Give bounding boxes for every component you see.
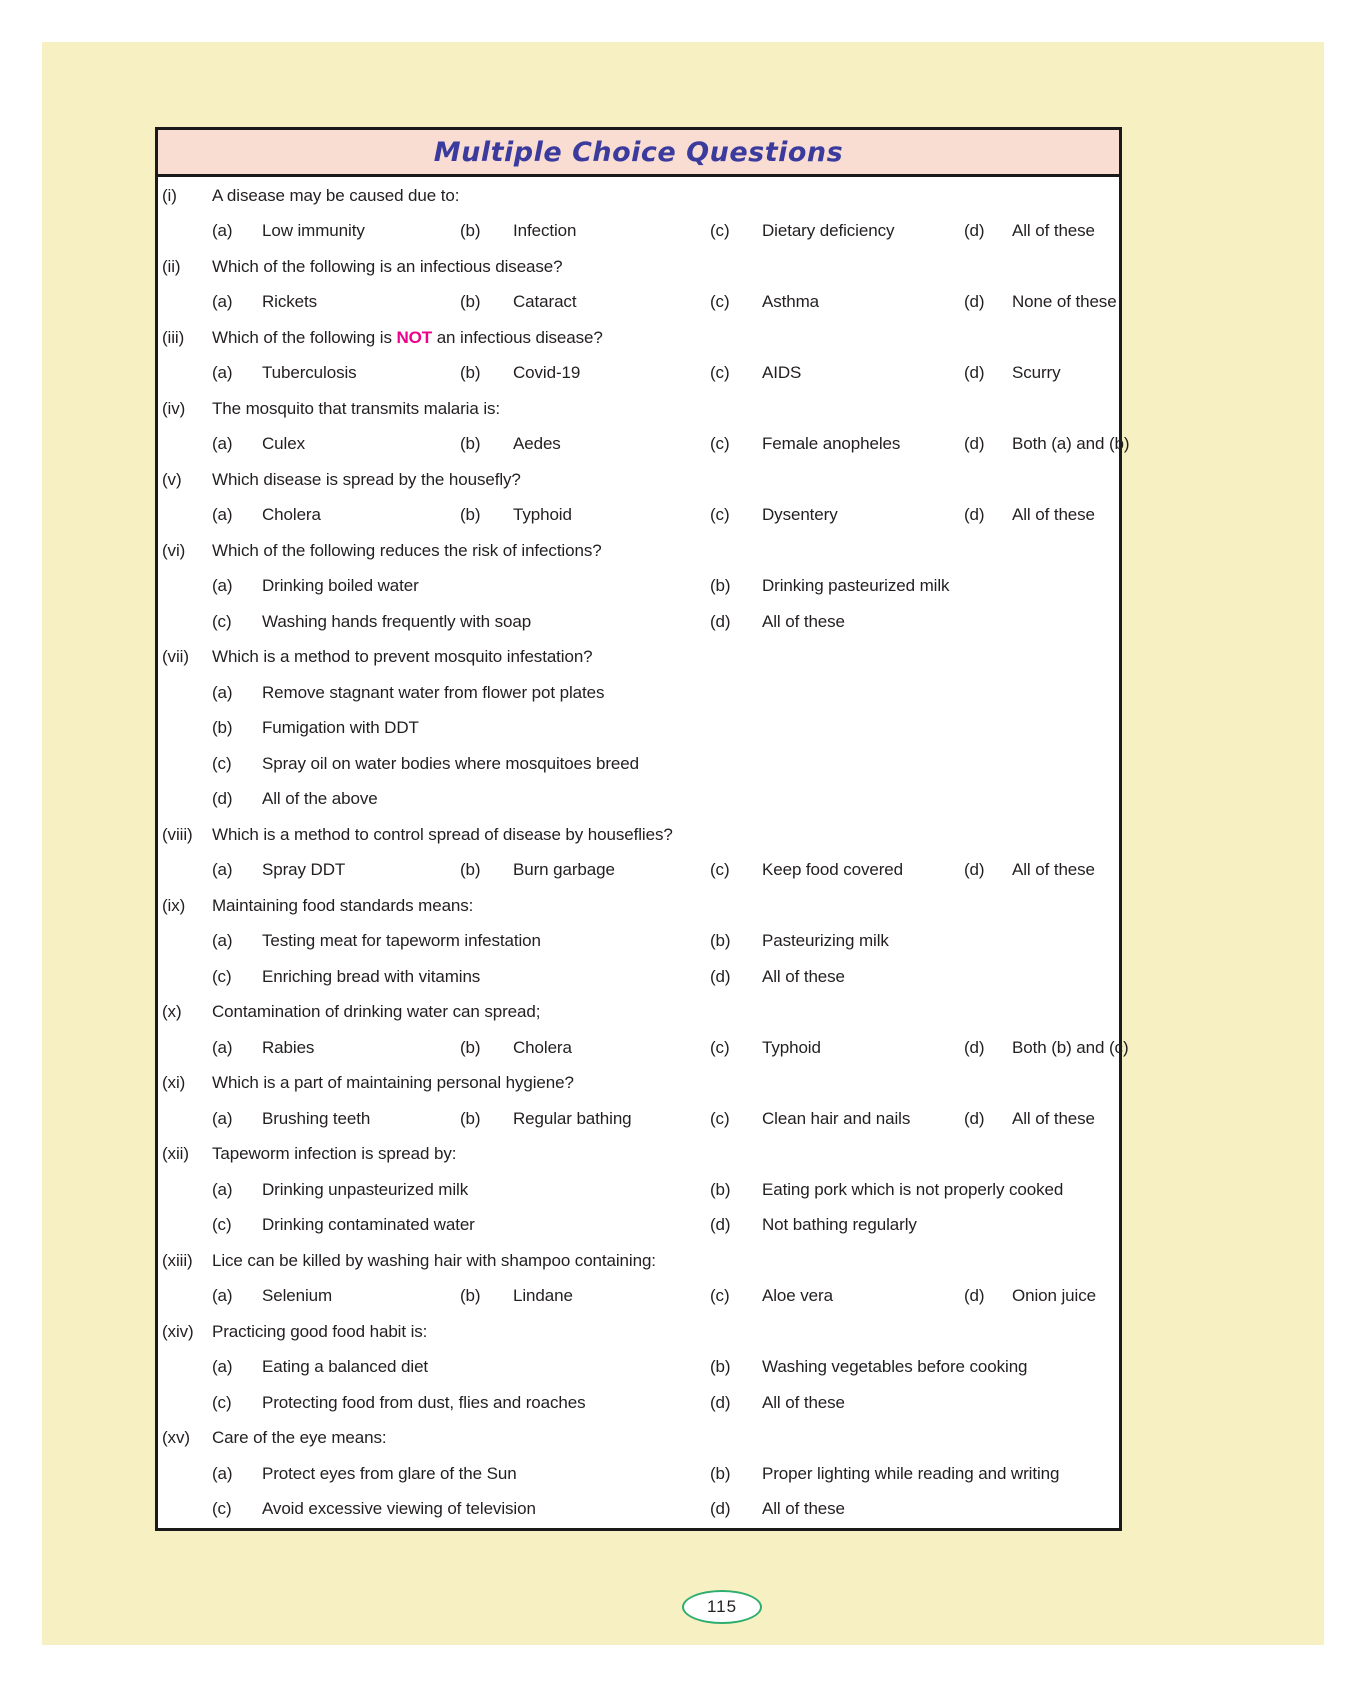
option-label: (a) xyxy=(212,682,233,702)
option-label: (a) xyxy=(212,860,233,880)
option-label: (d) xyxy=(964,1108,985,1128)
option-row xyxy=(158,356,1119,392)
option-text: Pasteurizing milk xyxy=(762,931,889,951)
option-row xyxy=(158,1492,1119,1528)
question-row xyxy=(158,995,1119,1031)
question-numeral: (xv) xyxy=(162,1428,190,1448)
option-text: Lindane xyxy=(513,1286,573,1306)
option-label: (d) xyxy=(964,292,985,312)
option-text: Drinking boiled water xyxy=(262,576,419,596)
option-text: AIDS xyxy=(762,363,802,383)
question-text: Which of the following is NOT an infectious disease? xyxy=(212,327,603,347)
option-label: (a) xyxy=(212,434,233,454)
question-numeral: (vi) xyxy=(162,540,186,560)
option-label: (c) xyxy=(710,221,730,241)
question-row xyxy=(158,1066,1119,1102)
option-text: Drinking pasteurized milk xyxy=(762,576,950,596)
question-numeral: (x) xyxy=(162,1002,182,1022)
question-row xyxy=(158,1137,1119,1173)
question-numeral: (ii) xyxy=(162,256,181,276)
question-list xyxy=(158,177,1130,1527)
option-text: All of these xyxy=(1012,221,1095,241)
option-label: (a) xyxy=(212,292,233,312)
question-row xyxy=(158,640,1119,676)
option-row xyxy=(158,285,1119,321)
question-numeral: (iii) xyxy=(162,327,185,347)
highlight-word: NOT xyxy=(396,327,433,347)
option-label: (b) xyxy=(710,1179,731,1199)
option-label: (d) xyxy=(964,860,985,880)
option-label: (b) xyxy=(212,718,233,738)
option-row xyxy=(158,214,1119,250)
option-text: Burn garbage xyxy=(513,860,615,880)
option-text: Typhoid xyxy=(762,1037,821,1057)
option-label: (c) xyxy=(710,1037,730,1057)
option-row xyxy=(158,1208,1119,1244)
option-text: Keep food covered xyxy=(762,860,904,880)
option-row xyxy=(158,782,1119,818)
option-label: (d) xyxy=(964,221,985,241)
option-label: (b) xyxy=(710,576,731,596)
option-label: (c) xyxy=(212,753,232,773)
option-text: Aloe vera xyxy=(762,1286,833,1306)
option-label: (b) xyxy=(460,1286,481,1306)
option-text: Rickets xyxy=(262,292,318,312)
option-label: (a) xyxy=(212,1463,233,1483)
option-label: (c) xyxy=(710,363,730,383)
option-text: Eating a balanced diet xyxy=(262,1357,429,1377)
option-text: All of these xyxy=(762,1392,845,1412)
question-numeral: (iv) xyxy=(162,398,186,418)
question-numeral: (v) xyxy=(162,469,182,489)
question-text: Care of the eye means: xyxy=(212,1428,387,1448)
option-label: (a) xyxy=(212,1357,233,1377)
question-text: Practicing good food habit is: xyxy=(212,1321,428,1341)
question-row xyxy=(158,178,1119,214)
option-label: (b) xyxy=(460,434,481,454)
option-text: Spray oil on water bodies where mosquitoes breed xyxy=(262,753,639,773)
option-label: (c) xyxy=(710,505,730,525)
option-row xyxy=(158,1385,1119,1421)
option-label: (b) xyxy=(460,292,481,312)
question-text: Which is a method to control spread of disease by houseflies? xyxy=(212,824,673,844)
option-row xyxy=(158,675,1119,711)
option-label: (a) xyxy=(212,1108,233,1128)
option-text: Drinking unpasteurized milk xyxy=(262,1179,469,1199)
option-text: All of these xyxy=(1012,505,1095,525)
question-text: Contamination of drinking water can spread; xyxy=(212,1002,541,1022)
option-label: (b) xyxy=(460,363,481,383)
option-label: (c) xyxy=(710,1108,730,1128)
option-text: Enriching bread with vitamins xyxy=(262,966,481,986)
option-text: Scurry xyxy=(1012,363,1061,383)
option-text: Drinking contaminated water xyxy=(262,1215,475,1235)
option-label: (a) xyxy=(212,221,233,241)
option-label: (d) xyxy=(964,1037,985,1057)
option-text: Low immunity xyxy=(262,221,365,241)
option-label: (d) xyxy=(710,966,731,986)
mcq-panel xyxy=(155,127,1130,1531)
option-text: Onion juice xyxy=(1012,1286,1096,1306)
option-text: None of these xyxy=(1012,292,1117,312)
option-text: Clean hair and nails xyxy=(762,1108,911,1128)
option-text: All of these xyxy=(1012,1108,1095,1128)
option-label: (c) xyxy=(710,1286,730,1306)
question-numeral: (viii) xyxy=(162,824,193,844)
question-text: Which is a part of maintaining personal hygiene? xyxy=(212,1073,574,1093)
option-text: Eating pork which is not properly cooked xyxy=(762,1179,1064,1199)
question-row xyxy=(158,888,1119,924)
option-text: Cataract xyxy=(513,292,577,312)
option-row xyxy=(158,1279,1119,1315)
option-label: (c) xyxy=(710,434,730,454)
option-label: (c) xyxy=(212,966,232,986)
option-label: (b) xyxy=(460,221,481,241)
option-text: Infection xyxy=(513,221,577,241)
option-text: Avoid excessive viewing of television xyxy=(262,1499,536,1519)
option-label: (a) xyxy=(212,363,233,383)
option-text: Aedes xyxy=(513,434,561,454)
option-label: (a) xyxy=(212,505,233,525)
option-text: All of these xyxy=(1012,860,1095,880)
option-label: (d) xyxy=(710,1392,731,1412)
option-label: (d) xyxy=(964,363,985,383)
option-text: Remove stagnant water from flower pot plates xyxy=(262,682,605,702)
option-row xyxy=(158,604,1119,640)
option-row xyxy=(158,924,1119,960)
question-numeral: (xiii) xyxy=(162,1250,193,1270)
option-label: (a) xyxy=(212,931,233,951)
option-text: Protect eyes from glare of the Sun xyxy=(262,1463,517,1483)
page-number: 115 xyxy=(706,1597,738,1616)
option-text: Not bathing regularly xyxy=(762,1215,917,1235)
option-label: (d) xyxy=(964,1286,985,1306)
question-text: A disease may be caused due to: xyxy=(212,185,460,205)
option-text: Dietary deficiency xyxy=(762,221,895,241)
option-text: Both (a) and (b) xyxy=(1012,434,1130,454)
question-numeral: (xiv) xyxy=(162,1321,194,1341)
option-label: (a) xyxy=(212,1286,233,1306)
option-text: All of these xyxy=(762,611,845,631)
question-text: Lice can be killed by washing hair with shampoo containing: xyxy=(212,1250,656,1270)
option-text: All of the above xyxy=(262,789,378,809)
option-label: (d) xyxy=(964,505,985,525)
option-text: Covid-19 xyxy=(513,363,581,383)
page-title: Multiple Choice Questions xyxy=(433,136,844,168)
option-row xyxy=(158,711,1119,747)
page-background xyxy=(42,42,1324,1645)
question-numeral: (vii) xyxy=(162,647,189,667)
option-text: Rabies xyxy=(262,1037,315,1057)
option-text: Cholera xyxy=(513,1037,572,1057)
option-label: (c) xyxy=(212,1392,232,1412)
question-text: The mosquito that transmits malaria is: xyxy=(212,398,501,418)
option-label: (c) xyxy=(710,860,730,880)
page-number-badge xyxy=(682,1590,762,1624)
option-label: (b) xyxy=(460,860,481,880)
option-label: (a) xyxy=(212,1037,233,1057)
option-label: (b) xyxy=(460,505,481,525)
option-text: Brushing teeth xyxy=(262,1108,371,1128)
option-label: (a) xyxy=(212,576,233,596)
option-text: All of these xyxy=(762,1499,845,1519)
question-row xyxy=(158,391,1119,427)
option-text: Typhoid xyxy=(513,505,572,525)
option-text: Washing vegetables before cooking xyxy=(762,1357,1028,1377)
option-text: Female anopheles xyxy=(762,434,901,454)
question-numeral: (xii) xyxy=(162,1144,189,1164)
option-row xyxy=(158,853,1119,889)
question-text: Tapeworm infection is spread by: xyxy=(212,1144,457,1164)
option-row xyxy=(158,746,1119,782)
question-text: Which disease is spread by the housefly? xyxy=(212,469,521,489)
option-text: Both (b) and (c) xyxy=(1012,1037,1129,1057)
option-row xyxy=(158,569,1119,605)
option-label: (d) xyxy=(710,1215,731,1235)
question-row xyxy=(158,817,1119,853)
option-row xyxy=(158,1172,1119,1208)
option-row xyxy=(158,1456,1119,1492)
option-row xyxy=(158,427,1130,463)
question-row xyxy=(158,1421,1119,1457)
question-numeral: (xi) xyxy=(162,1073,186,1093)
question-row xyxy=(158,320,1119,356)
option-text: Proper lighting while reading and writing xyxy=(762,1463,1060,1483)
question-row xyxy=(158,249,1119,285)
option-text: Spray DDT xyxy=(262,860,346,880)
option-row xyxy=(158,498,1119,534)
option-text: Asthma xyxy=(762,292,820,312)
option-label: (d) xyxy=(964,434,985,454)
question-row xyxy=(158,1243,1119,1279)
option-label: (b) xyxy=(460,1037,481,1057)
question-row xyxy=(158,533,1119,569)
question-text: Which is a method to prevent mosquito infestation? xyxy=(212,647,593,667)
option-label: (b) xyxy=(710,1357,731,1377)
option-label: (b) xyxy=(710,931,731,951)
question-text: Maintaining food standards means: xyxy=(212,895,474,915)
option-row xyxy=(158,1030,1129,1066)
option-label: (d) xyxy=(710,1499,731,1519)
option-text: All of these xyxy=(762,966,845,986)
option-text: Regular bathing xyxy=(513,1108,632,1128)
option-label: (a) xyxy=(212,1179,233,1199)
question-text: Which of the following reduces the risk of infections? xyxy=(212,540,602,560)
option-row xyxy=(158,1350,1119,1386)
option-text: Culex xyxy=(262,434,305,454)
option-label: (d) xyxy=(212,789,233,809)
option-label: (b) xyxy=(460,1108,481,1128)
option-text: Dysentery xyxy=(762,505,838,525)
option-text: Selenium xyxy=(262,1286,333,1306)
option-label: (c) xyxy=(212,1499,232,1519)
option-text: Testing meat for tapeworm infestation xyxy=(262,931,541,951)
option-label: (c) xyxy=(212,611,232,631)
option-text: Tuberculosis xyxy=(262,363,357,383)
option-row xyxy=(158,1101,1119,1137)
option-text: Cholera xyxy=(262,505,321,525)
option-text: Protecting food from dust, flies and roaches xyxy=(262,1392,586,1412)
mcq-header xyxy=(158,130,1119,177)
option-row xyxy=(158,959,1119,995)
option-label: (d) xyxy=(710,611,731,631)
question-numeral: (ix) xyxy=(162,895,186,915)
question-text: Which of the following is an infectious disease? xyxy=(212,256,563,276)
option-label: (c) xyxy=(710,292,730,312)
option-label: (c) xyxy=(212,1215,232,1235)
option-label: (b) xyxy=(710,1463,731,1483)
question-row xyxy=(158,1314,1119,1350)
option-text: Washing hands frequently with soap xyxy=(262,611,532,631)
question-numeral: (i) xyxy=(162,185,177,205)
question-row xyxy=(158,462,1119,498)
option-text: Fumigation with DDT xyxy=(262,718,419,738)
